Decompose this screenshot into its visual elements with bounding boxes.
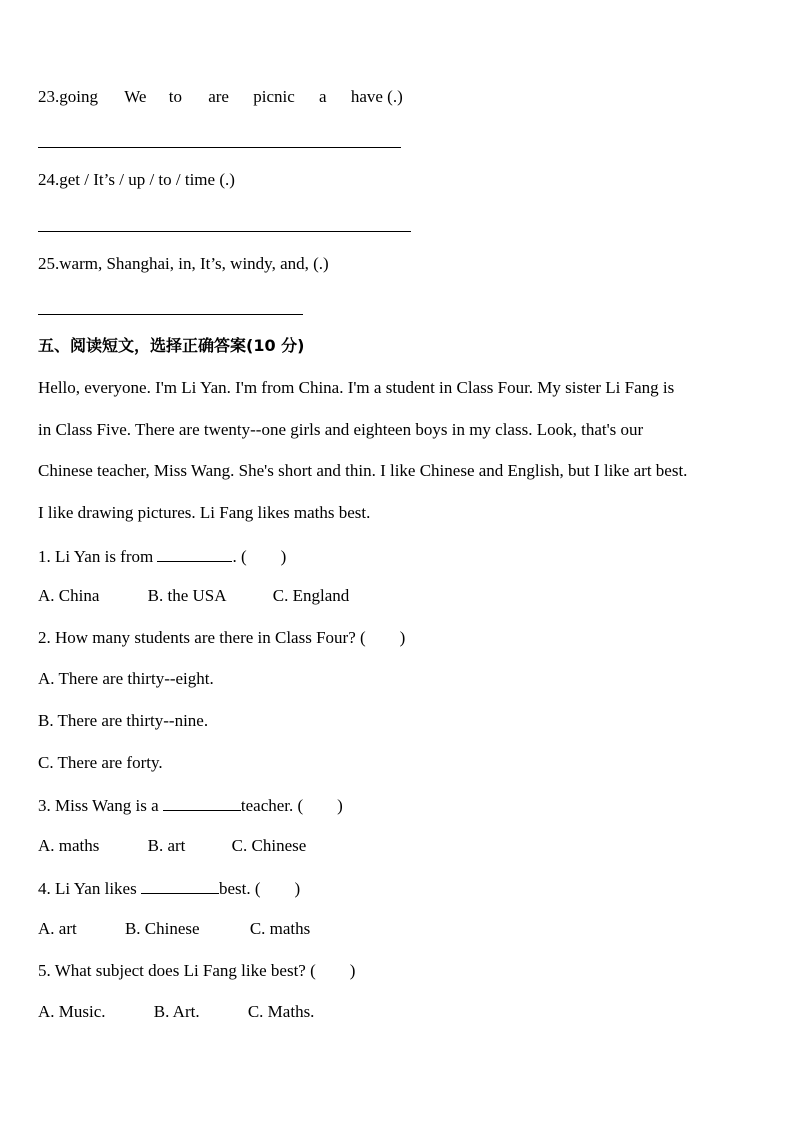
question-1 [38,545,286,567]
q23-word: We [124,87,147,106]
passage-line: Hello, everyone. I'm Li Yan. I'm from China. I'm a student in Class Four. My sister Li Fang is [38,378,675,397]
option-a[interactable]: A. Music. [38,1002,106,1021]
question-3 [38,794,343,816]
question-1-options [38,586,349,606]
passage-line: I like drawing pictures. Li Fang likes maths best. [38,503,371,522]
passage-line: in Class Five. There are twenty--one girls and eighteen boys in my class. Look, that's our [38,420,644,439]
question-3-options [38,836,306,856]
question-5-options [38,1002,314,1022]
option-b[interactable]: B. art [147,836,186,855]
option-a[interactable]: A. art [38,919,77,938]
option-a[interactable]: A. maths [38,836,100,855]
q25-number: 25. [38,254,60,273]
question-3-tail: teacher. ( ) [240,796,343,815]
question-1-blank[interactable] [157,545,232,562]
q23-word: to [168,87,182,106]
section-heading: 五、阅读短文，选择正确答案(10 分) [38,336,305,355]
option-b[interactable]: B. Art. [153,1002,200,1021]
question-3-stem: 3. Miss Wang is a [38,796,159,815]
q24-prompt [38,170,235,190]
option-b[interactable]: B. Chinese [124,919,200,938]
q23-answer-line[interactable] [38,147,401,148]
question-3-blank[interactable] [163,794,241,811]
passage-line: Chinese teacher, Miss Wang. She's short and thin. I like Chinese and English, but I like art best. [38,461,688,480]
q25-answer-line[interactable] [38,314,303,315]
option-c[interactable]: C. maths [249,919,311,938]
option-c[interactable]: C. England [272,586,350,605]
option-c[interactable]: C. Chinese [231,836,307,855]
question-4-blank[interactable] [141,877,219,894]
question-4-options [38,919,310,939]
q25-prompt [38,254,329,274]
q25-text: warm, Shanghai, in, It’s, windy, and, (.) [59,254,329,273]
q23-word: picnic [253,87,295,106]
question-1-tail: . ( ) [232,547,287,566]
q23-word: are [208,87,229,106]
question-4-stem: 4. Li Yan likes [38,879,137,898]
q23-number: 23. [38,87,60,106]
option-b[interactable]: B. the USA [147,586,227,605]
q24-text: get / It’s / up / to / time (.) [59,170,235,189]
q24-number: 24. [38,170,60,189]
question-4-tail: best. ( ) [218,879,301,898]
option-c[interactable]: C. There are forty. [38,753,163,772]
option-a[interactable]: A. There are thirty--eight. [38,669,214,688]
option-a[interactable]: A. China [38,586,100,605]
q23-prompt [38,87,403,107]
q23-word: a [319,87,327,106]
q23-word: going [59,87,98,106]
q23-word: have (.) [350,87,403,106]
option-b[interactable]: B. There are thirty--nine. [38,711,209,730]
option-c[interactable]: C. Maths. [247,1002,315,1021]
q24-answer-line[interactable] [38,231,411,232]
question-5: 5. What subject does Li Fang like best? ( ) [38,961,356,980]
question-4 [38,877,300,899]
question-2: 2. How many students are there in Class Four? ( ) [38,628,406,647]
question-1-stem: 1. Li Yan is from [38,547,154,566]
